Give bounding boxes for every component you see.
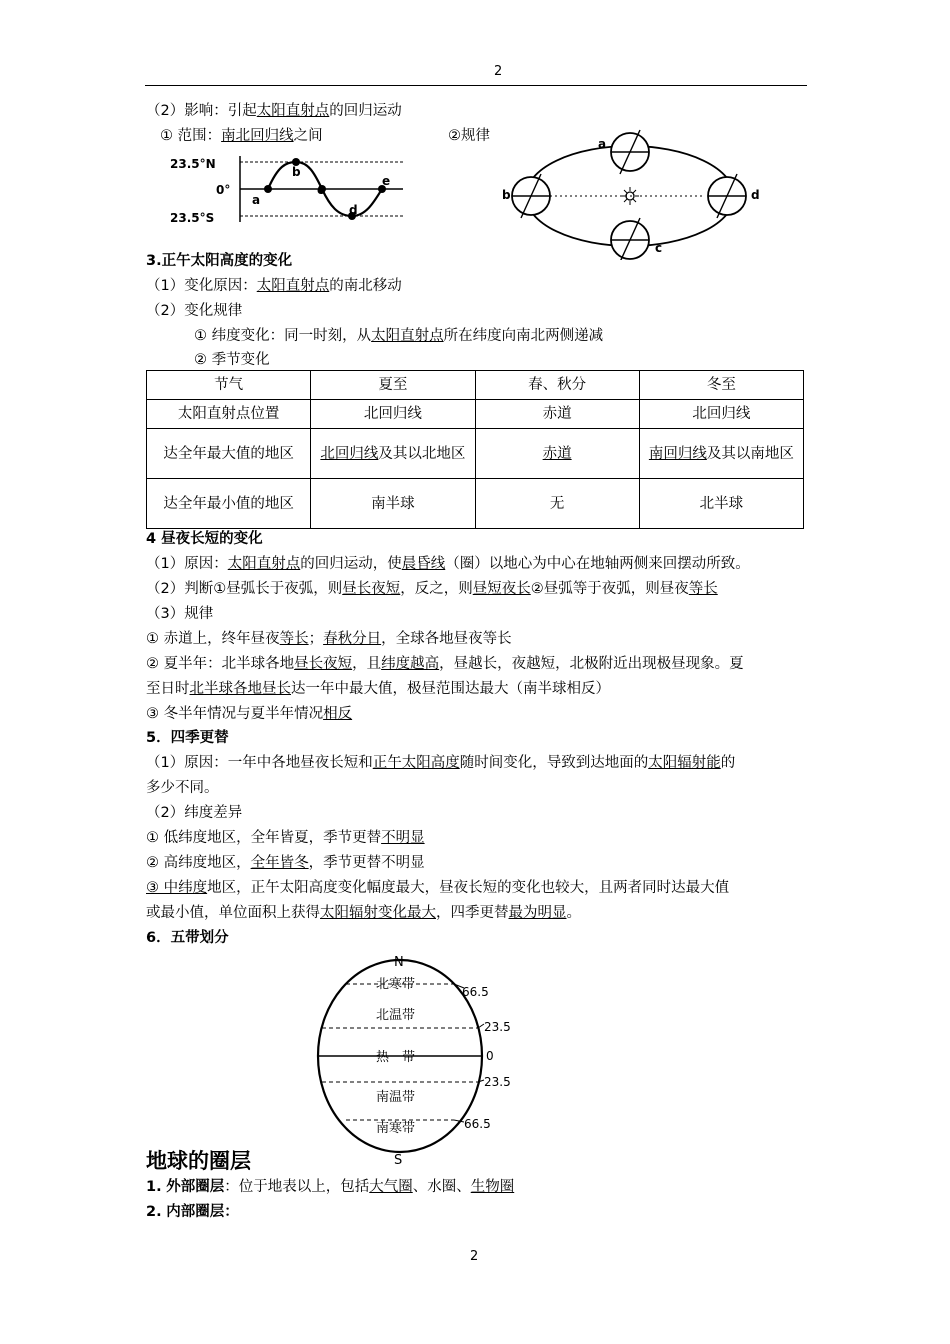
table-cell: 北回归线 [639,400,803,429]
north-label: N [394,955,404,970]
s3-latitude-change: ① 纬度变化：同一时刻，从太阳直射点所在纬度向南北两侧递减 [194,328,604,344]
svg-text:c: c [655,241,663,255]
zone-north-temperate: 北温带 [376,1008,416,1023]
svg-text:23.5: 23.5 [484,1075,511,1089]
header-page-number: 2 [494,64,503,79]
south-label: S [394,1153,403,1168]
table-cell: 南回归线及其以南地区 [639,429,803,479]
svg-text:b: b [292,165,301,179]
sun-migration-graph [168,152,408,228]
s4-equator: ① 赤道上，终年昼夜等长；春秋分日，全球各地昼夜等长 [146,631,512,647]
section3-title: 3.正午太阳高度的变化 [146,253,293,269]
svg-text:c: c [317,183,325,197]
svg-text:b: b [502,188,511,202]
zone-tropical: 热 带 [376,1050,416,1065]
earth-c-icon [611,218,649,260]
s4-cause: （1）原因：太阳直射点的回归运动，使晨昏线（圈）以地心为中心在地轴两侧来回摆动所致。 [146,556,750,572]
s5-low-lat: ① 低纬度地区，全年皆夏，季节更替不明显 [146,830,425,846]
table-header: 春、秋分 [475,371,639,400]
section4-title: 4 昼夜长短的变化 [146,531,263,547]
header-rule [145,85,807,86]
svg-text:23.5: 23.5 [484,1020,511,1034]
five-zones-diagram [300,948,520,1170]
pattern-label: ②规律 [448,128,490,144]
table-cell: 南半球 [311,479,475,529]
s3-cause: （1）变化原因：太阳直射点的南北移动 [146,278,402,294]
svg-text:66.5: 66.5 [462,985,489,999]
table-cell: 北半球 [639,479,803,529]
earth-b-icon [512,174,550,218]
s5-cause-cont: 多少不同。 [146,780,219,796]
table-cell: 赤道 [475,429,639,479]
s5-lat-diff: （2）纬度差异 [146,805,243,821]
table-cell: 赤道 [475,400,639,429]
svg-text:0: 0 [486,1049,494,1063]
table-header: 冬至 [639,371,803,400]
lat-north-label: 23.5°N [170,157,216,171]
svg-text:d: d [349,203,358,217]
s5-cause: （1）原因：一年中各地昼夜长短和正午太阳高度随时间变化，导致到达地面的太阳辐射能的 [146,755,736,771]
table-cell: 北回归线及其以北地区 [311,429,475,479]
layers-title: 地球的圈层 [146,1149,251,1173]
table-header: 节气 [147,371,311,400]
layers-inner: 2. 内部圈层： [146,1204,239,1220]
layers-outer: 1. 外部圈层：位于地表以上，包括大气圈、水圈、生物圈 [146,1179,515,1195]
zone-north-frigid: 北寒带 [376,977,416,992]
point-a [264,185,272,193]
table-cell: 无 [475,479,639,529]
s5-mid-lat-cont: 或最小值，单位面积上获得太阳辐射变化最大，四季更替最为明显。 [146,905,581,921]
lat-equator-label: 0° [216,183,231,197]
s5-high-lat: ② 高纬度地区，全年皆冬，季节更替不明显 [146,855,425,871]
section5-title: 5．四季更替 [146,730,229,746]
s3-seasonal-change: ② 季节变化 [194,352,270,368]
s4-summer-cont: 至日时北半球各地昼长达一年中最大值，极昼范围达最大（南半球相反） [146,681,610,697]
table-cell: 北回归线 [311,400,475,429]
footer-page-number: 2 [470,1249,479,1264]
s3-pattern: （2）变化规律 [146,303,243,319]
s4-summer: ② 夏半年：北半球各地昼长夜短，且纬度越高，昼越长，夜越短，北极附近出现极昼现象。夏 [146,656,744,672]
table-cell: 达全年最大值的地区 [147,429,311,479]
table-cell: 太阳直射点位置 [147,400,311,429]
svg-text:d: d [751,188,760,202]
svg-text:a: a [598,137,607,151]
table-header: 夏至 [311,371,475,400]
earth-orbit-diagram [495,128,765,260]
earth-d-icon [708,174,746,218]
section6-title: 6．五带划分 [146,930,229,946]
zone-south-temperate: 南温带 [376,1090,416,1105]
zone-south-frigid: 南寒带 [376,1121,416,1136]
seasonal-table [146,370,804,529]
svg-text:a: a [252,193,261,207]
s4-rules: （3）规律 [146,606,214,622]
earth-a-icon [611,130,649,174]
range-line: ① 范围：南北回归线之间 [160,128,323,144]
lat-south-label: 23.5°S [170,211,215,225]
s5-mid-lat: ③ 中纬度地区，正午太阳高度变化幅度最大，昼夜长短的变化也较大，且两者同时达最大值 [146,880,730,896]
svg-text:e: e [382,174,391,188]
s4-judgement: （2）判断①昼弧长于夜弧，则昼长夜短，反之，则昼短夜长②昼弧等于夜弧，则昼夜等长 [146,581,718,597]
svg-text:66.5: 66.5 [464,1117,491,1131]
influence-line: （2）影响：引起太阳直射点的回归运动 [146,103,402,119]
table-cell: 达全年最小值的地区 [147,479,311,529]
s4-winter: ③ 冬半年情况与夏半年情况相反 [146,706,353,722]
